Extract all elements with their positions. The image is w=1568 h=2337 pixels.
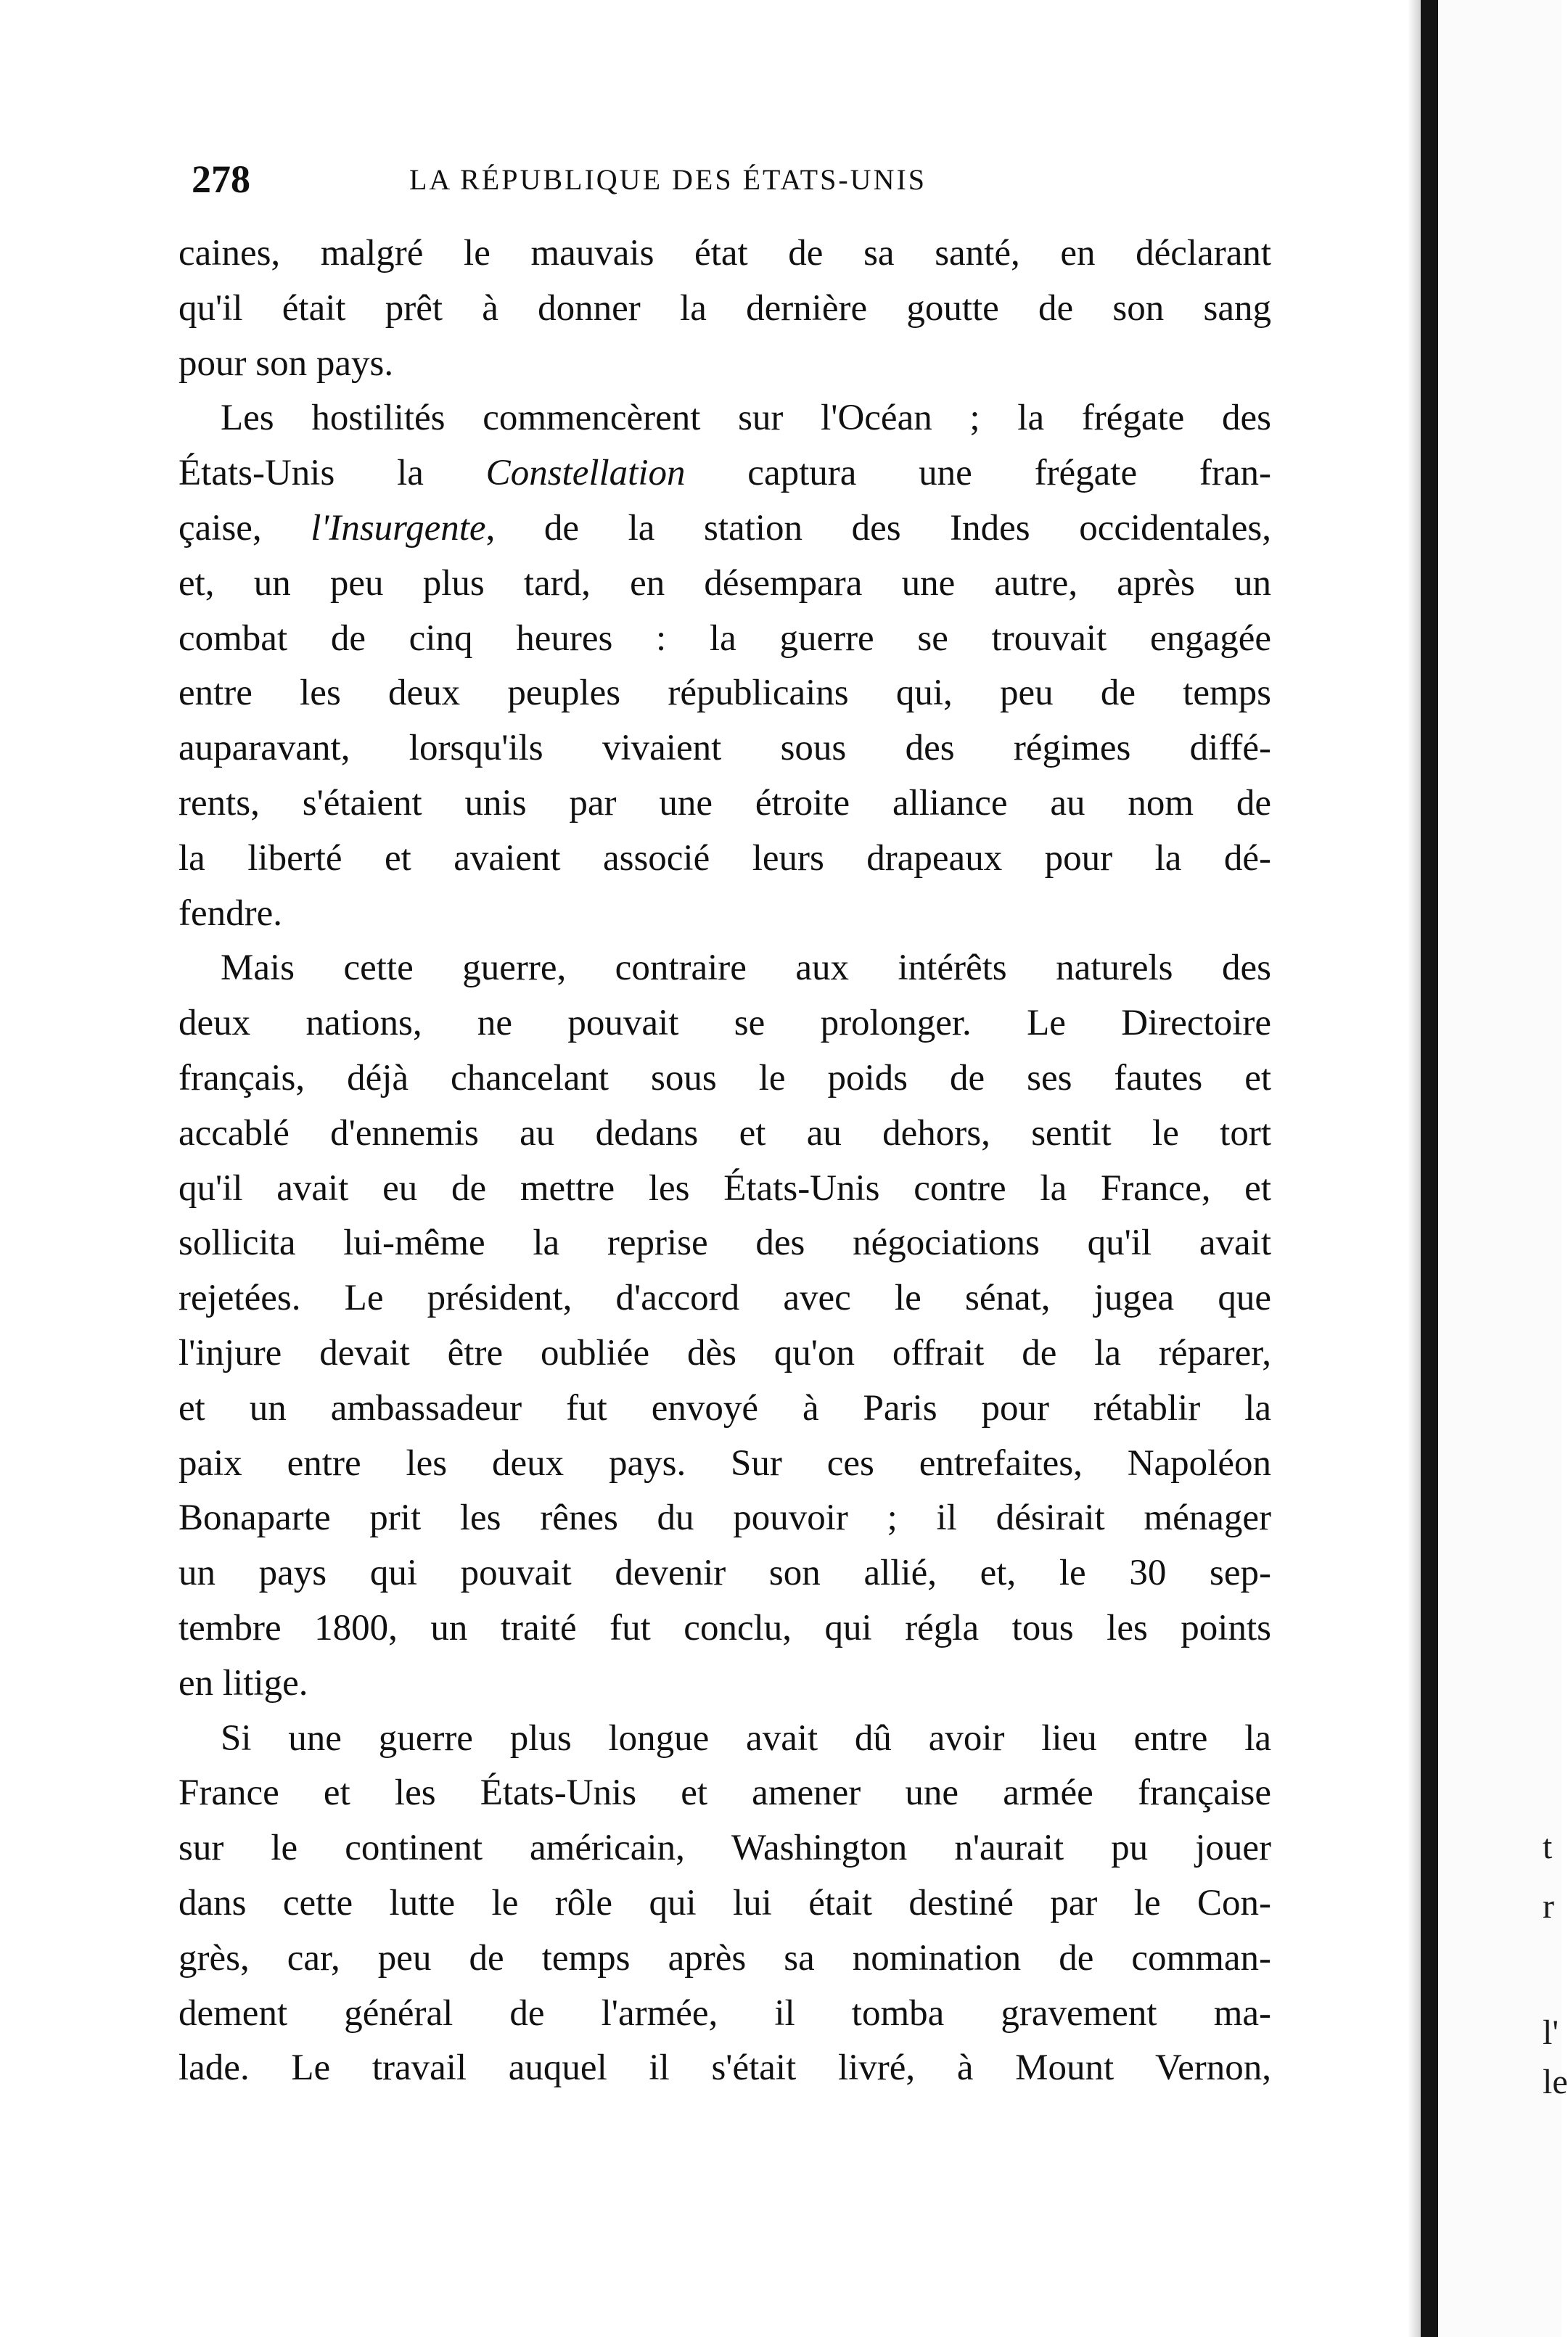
- text-line: combat de cinq heures : la guerre se trouvait engagée: [178, 617, 1271, 659]
- adjacent-page-fragment: le: [1543, 2063, 1568, 2101]
- text-line: caines, malgré le mauvais état de sa santé, en déclarant: [178, 233, 1271, 274]
- text-line: et un ambassadeur fut envoyé à Paris pour rétablir la: [178, 1387, 1271, 1429]
- running-title: LA RÉPUBLIQUE DES ÉTATS-UNIS: [409, 163, 927, 196]
- text-line: fendre.: [178, 892, 282, 934]
- text-line: paix entre les deux pays. Sur ces entrefaites, Napoléon: [178, 1442, 1271, 1484]
- text-line: accablé d'ennemis au dedans et au dehors, sentit le tort: [178, 1112, 1271, 1154]
- text-line: qu'il avait eu de mettre les États-Unis contre la France, et: [178, 1167, 1271, 1209]
- adjacent-page-fragment: l': [1543, 2013, 1559, 2052]
- page-header: [192, 154, 1294, 205]
- text-line: auparavant, lorsqu'ils vivaient sous des régimes diffé-: [178, 728, 1271, 769]
- text-line: rejetées. Le président, d'accord avec le sénat, jugea que: [178, 1278, 1271, 1319]
- text-line: grès, car, peu de temps après sa nomination de comman-: [178, 1937, 1271, 1979]
- text-line: sollicita lui-même la reprise des négociations qu'il avait: [178, 1223, 1271, 1264]
- adjacent-page-fragment: t: [1543, 1828, 1553, 1866]
- text-line: qu'il était prêt à donner la dernière goutte de son sang: [178, 287, 1271, 329]
- text-line: un pays qui pouvait devenir son allié, et, le 30 sep-: [178, 1553, 1271, 1594]
- book-binding-edge: [1421, 0, 1438, 2337]
- text-line: en litige.: [178, 1662, 308, 1704]
- text-line: Bonaparte prit les rênes du pouvoir ; il désirait ménager: [178, 1498, 1271, 1539]
- binding-shadow: [1408, 0, 1421, 2337]
- adjacent-page-fragment: r: [1543, 1887, 1554, 1926]
- text-line: États-Unis la Constellation captura une frégate fran-: [178, 453, 1271, 494]
- text-line: deux nations, ne pouvait se prolonger. Le Directoire: [178, 1003, 1271, 1044]
- text-line: l'injure devait être oubliée dès qu'on offrait de la réparer,: [178, 1332, 1271, 1373]
- text-line: tembre 1800, un traité fut conclu, qui régla tous les points: [178, 1607, 1271, 1648]
- text-line: çaise, l'Insurgente, de la station des Indes occidentales,: [178, 507, 1271, 549]
- text-line: dans cette lutte le rôle qui lui était destiné par le Con-: [178, 1882, 1271, 1923]
- ship-name-constellation: Constellation: [485, 453, 686, 494]
- text-line: dement général de l'armée, il tomba gravement ma-: [178, 1992, 1271, 2034]
- text-line: sur le continent américain, Washington n'aurait pu jouer: [178, 1828, 1271, 1869]
- ship-name-insurgente: l'Insurgente: [311, 507, 486, 549]
- adjacent-page-edge: [1438, 0, 1561, 2337]
- text-line: lade. Le travail auquel il s'était livré, à Mount Vernon,: [178, 2048, 1271, 2089]
- body-text: [178, 226, 1271, 2096]
- page-number: 278: [192, 157, 250, 201]
- text-line: entre les deux peuples républicains qui, peu de temps: [178, 673, 1271, 714]
- paragraph-first-line: Mais cette guerre, contraire aux intérêts naturels des: [221, 948, 1271, 989]
- paragraph-first-line: Les hostilités commencèrent sur l'Océan ; la frégate des: [221, 398, 1271, 439]
- paragraph-first-line: Si une guerre plus longue avait dû avoir lieu entre la: [221, 1717, 1271, 1759]
- text-line: et, un peu plus tard, en désempara une autre, après un: [178, 562, 1271, 604]
- text-line: France et les États-Unis et amener une armée française: [178, 1773, 1271, 1814]
- text-line: français, déjà chancelant sous le poids de ses fautes et: [178, 1057, 1271, 1098]
- text-line: pour son pays.: [178, 342, 394, 384]
- text-line: la liberté et avaient associé leurs drapeaux pour la dé-: [178, 837, 1271, 879]
- text-line: rents, s'étaient unis par une étroite alliance au nom de: [178, 782, 1271, 824]
